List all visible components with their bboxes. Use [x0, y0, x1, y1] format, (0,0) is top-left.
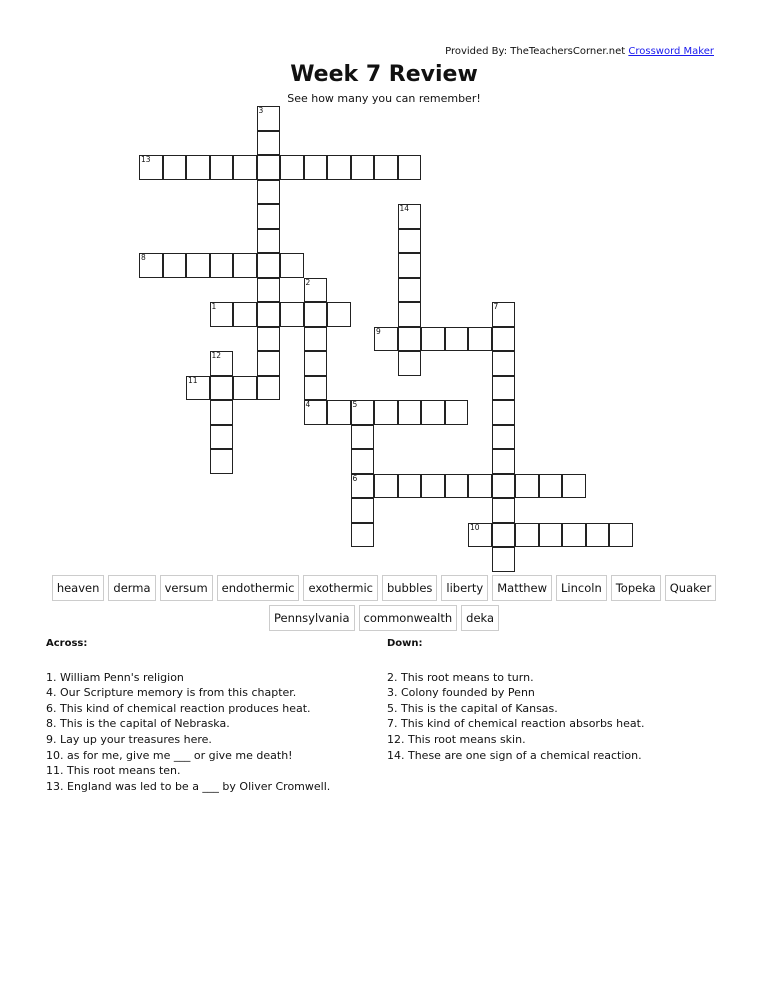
word-bank-item: bubbles — [382, 575, 437, 601]
down-clues — [387, 636, 644, 763]
clue-number: 11 — [188, 375, 198, 385]
grid-cell[interactable] — [327, 302, 351, 327]
grid-cell[interactable] — [492, 547, 516, 572]
grid-cell[interactable] — [327, 155, 351, 180]
down-clue: 2. This root means to turn. — [387, 670, 534, 684]
clue-number: 10 — [470, 522, 480, 532]
across-clue: 6. This kind of chemical reaction produces heat. — [46, 701, 311, 715]
grid-cell[interactable] — [233, 155, 257, 180]
grid-cell[interactable] — [163, 155, 187, 180]
clue-number: 1 — [211, 302, 217, 311]
grid-cell[interactable] — [351, 155, 375, 180]
grid-cell[interactable] — [586, 523, 610, 548]
clue-number: 8 — [141, 253, 146, 262]
grid-cell[interactable] — [539, 474, 563, 499]
grid-cell[interactable] — [233, 376, 257, 401]
grid-cell[interactable] — [398, 474, 422, 499]
grid-cell[interactable] — [304, 155, 328, 180]
grid-cell[interactable] — [374, 155, 398, 180]
grid-cell[interactable] — [351, 400, 375, 425]
grid-cell[interactable] — [304, 376, 328, 401]
grid-cell[interactable] — [304, 351, 328, 376]
word-bank — [0, 575, 768, 635]
down-clue: 3. Colony founded by Penn — [387, 686, 535, 700]
word-bank-item: commonwealth — [359, 605, 458, 631]
across-clues — [46, 636, 330, 794]
word-bank-row-1 — [0, 575, 768, 601]
grid-cell[interactable] — [492, 523, 516, 548]
grid-cell[interactable] — [562, 474, 586, 499]
grid-cell[interactable] — [210, 449, 234, 474]
grid-cell[interactable] — [515, 474, 539, 499]
clue-number: 6 — [352, 473, 358, 483]
grid-cell[interactable] — [257, 131, 281, 156]
word-bank-item: versum — [160, 575, 213, 601]
grid-cell[interactable] — [398, 327, 422, 352]
page-subtitle: See how many you can remember! — [287, 92, 481, 105]
grid-cell[interactable] — [210, 302, 234, 327]
grid-cell[interactable] — [351, 425, 375, 450]
clue-number: 2 — [305, 277, 311, 287]
grid-cell[interactable] — [257, 155, 281, 180]
grid-cell[interactable] — [280, 155, 304, 180]
grid-cell[interactable] — [468, 327, 492, 352]
grid-cell[interactable] — [492, 327, 516, 352]
grid-cell[interactable] — [398, 351, 422, 376]
grid-cell[interactable] — [515, 523, 539, 548]
clue-number: 12 — [211, 351, 222, 360]
word-bank-item: Matthew — [492, 575, 552, 601]
grid-cell[interactable] — [398, 278, 422, 303]
grid-cell[interactable] — [257, 106, 281, 131]
word-bank-item: Topeka — [611, 575, 661, 601]
grid-cell[interactable] — [210, 155, 234, 180]
down-clue: 12. This root means skin. — [387, 732, 526, 746]
grid-cell[interactable] — [304, 302, 328, 327]
grid-cell[interactable] — [492, 474, 516, 499]
down-clue: 7. This kind of chemical reaction absorbs heat. — [387, 717, 645, 731]
clue-number: 7 — [493, 302, 499, 311]
grid-cell[interactable] — [445, 400, 469, 425]
across-clue: 11. This root means ten. — [46, 764, 181, 778]
down-clue: 14. These are one sign of a chemical reaction. — [387, 748, 642, 762]
grid-cell[interactable] — [210, 351, 234, 376]
word-bank-item: derma — [108, 575, 155, 601]
grid-cell[interactable] — [492, 302, 516, 327]
grid-cell[interactable] — [492, 425, 516, 450]
grid-cell[interactable] — [257, 351, 281, 376]
word-bank-item: liberty — [441, 575, 488, 601]
grid-cell[interactable] — [445, 327, 469, 352]
clue-number: 4 — [305, 400, 311, 409]
provided-by-text: Provided By: TheTeachersCorner.net — [445, 46, 626, 57]
grid-cell[interactable] — [374, 327, 398, 352]
down-heading: Down: — [387, 638, 423, 649]
grid-cell[interactable] — [562, 523, 586, 548]
grid-cell[interactable] — [210, 400, 234, 425]
grid-cell[interactable] — [609, 523, 633, 548]
word-bank-item: Quaker — [665, 575, 716, 601]
grid-cell[interactable] — [351, 474, 375, 499]
clue-number: 3 — [258, 106, 264, 115]
across-clue: 10. as for me, give me ___ or give me death! — [46, 748, 293, 762]
word-bank-row-2 — [0, 605, 768, 631]
word-bank-item: deka — [461, 605, 499, 631]
grid-cell[interactable] — [257, 229, 281, 254]
grid-cell[interactable] — [304, 327, 328, 352]
grid-cell[interactable] — [492, 498, 516, 523]
grid-cell[interactable] — [468, 523, 492, 548]
grid-cell[interactable] — [280, 302, 304, 327]
grid-cell[interactable] — [492, 449, 516, 474]
grid-cell[interactable] — [257, 327, 281, 352]
grid-cell[interactable] — [374, 474, 398, 499]
clue-number: 5 — [352, 400, 358, 409]
grid-cell[interactable] — [398, 253, 422, 278]
grid-cell[interactable] — [186, 253, 210, 278]
grid-cell[interactable] — [139, 155, 163, 180]
grid-cell[interactable] — [351, 523, 375, 548]
grid-cell[interactable] — [398, 400, 422, 425]
grid-cell[interactable] — [421, 327, 445, 352]
page-title: Week 7 Review — [290, 62, 478, 87]
grid-cell[interactable] — [492, 376, 516, 401]
down-clue: 5. This is the capital of Kansas. — [387, 701, 558, 715]
grid-cell[interactable] — [445, 474, 469, 499]
crossword-maker-link[interactable]: Crossword Maker — [628, 46, 714, 57]
grid-cell[interactable] — [257, 302, 281, 327]
across-clue: 13. England was led to be a ___ by Oliver Cromwell. — [46, 779, 331, 793]
grid-cell[interactable] — [257, 204, 281, 229]
word-bank-item: Lincoln — [556, 575, 607, 601]
grid-cell[interactable] — [257, 253, 281, 278]
grid-cell[interactable] — [327, 400, 351, 425]
grid-cell[interactable] — [257, 376, 281, 401]
word-bank-item: endothermic — [217, 575, 300, 601]
grid-cell[interactable] — [233, 253, 257, 278]
across-clue: 4. Our Scripture memory is from this chapter. — [46, 686, 297, 700]
grid-cell[interactable] — [210, 376, 234, 401]
grid-cell[interactable] — [492, 351, 516, 376]
clue-number: 14 — [399, 204, 410, 213]
across-heading: Across: — [46, 638, 88, 649]
grid-cell[interactable] — [186, 376, 210, 401]
grid-cell[interactable] — [468, 474, 492, 499]
grid-cell[interactable] — [304, 400, 328, 425]
grid-cell[interactable] — [163, 253, 187, 278]
grid-cell[interactable] — [139, 253, 163, 278]
grid-cell[interactable] — [210, 425, 234, 450]
clue-number: 9 — [376, 326, 381, 336]
grid-cell[interactable] — [492, 400, 516, 425]
across-clue: 1. William Penn's religion — [46, 670, 184, 684]
grid-cell[interactable] — [421, 400, 445, 425]
across-clue: 9. Lay up your treasures here. — [46, 732, 212, 746]
grid-cell[interactable] — [186, 155, 210, 180]
grid-cell[interactable] — [539, 523, 563, 548]
grid-cell[interactable] — [304, 278, 328, 303]
grid-cell[interactable] — [280, 253, 304, 278]
grid-cell[interactable] — [374, 400, 398, 425]
grid-cell[interactable] — [257, 180, 281, 205]
grid-cell[interactable] — [421, 474, 445, 499]
grid-cell[interactable] — [233, 302, 257, 327]
across-clue: 8. This is the capital of Nebraska. — [46, 717, 230, 731]
word-bank-item: Pennsylvania — [269, 605, 355, 631]
grid-cell[interactable] — [398, 204, 422, 229]
clue-number: 13 — [141, 155, 151, 164]
grid-cell[interactable] — [210, 253, 234, 278]
grid-cell[interactable] — [351, 449, 375, 474]
word-bank-item: exothermic — [303, 575, 377, 601]
word-bank-item: heaven — [52, 575, 105, 601]
grid-cell[interactable] — [398, 155, 422, 180]
grid-cell[interactable] — [257, 278, 281, 303]
grid-cell[interactable] — [398, 302, 422, 327]
provided-by — [445, 46, 714, 57]
grid-cell[interactable] — [351, 498, 375, 523]
grid-cell[interactable] — [398, 229, 422, 254]
